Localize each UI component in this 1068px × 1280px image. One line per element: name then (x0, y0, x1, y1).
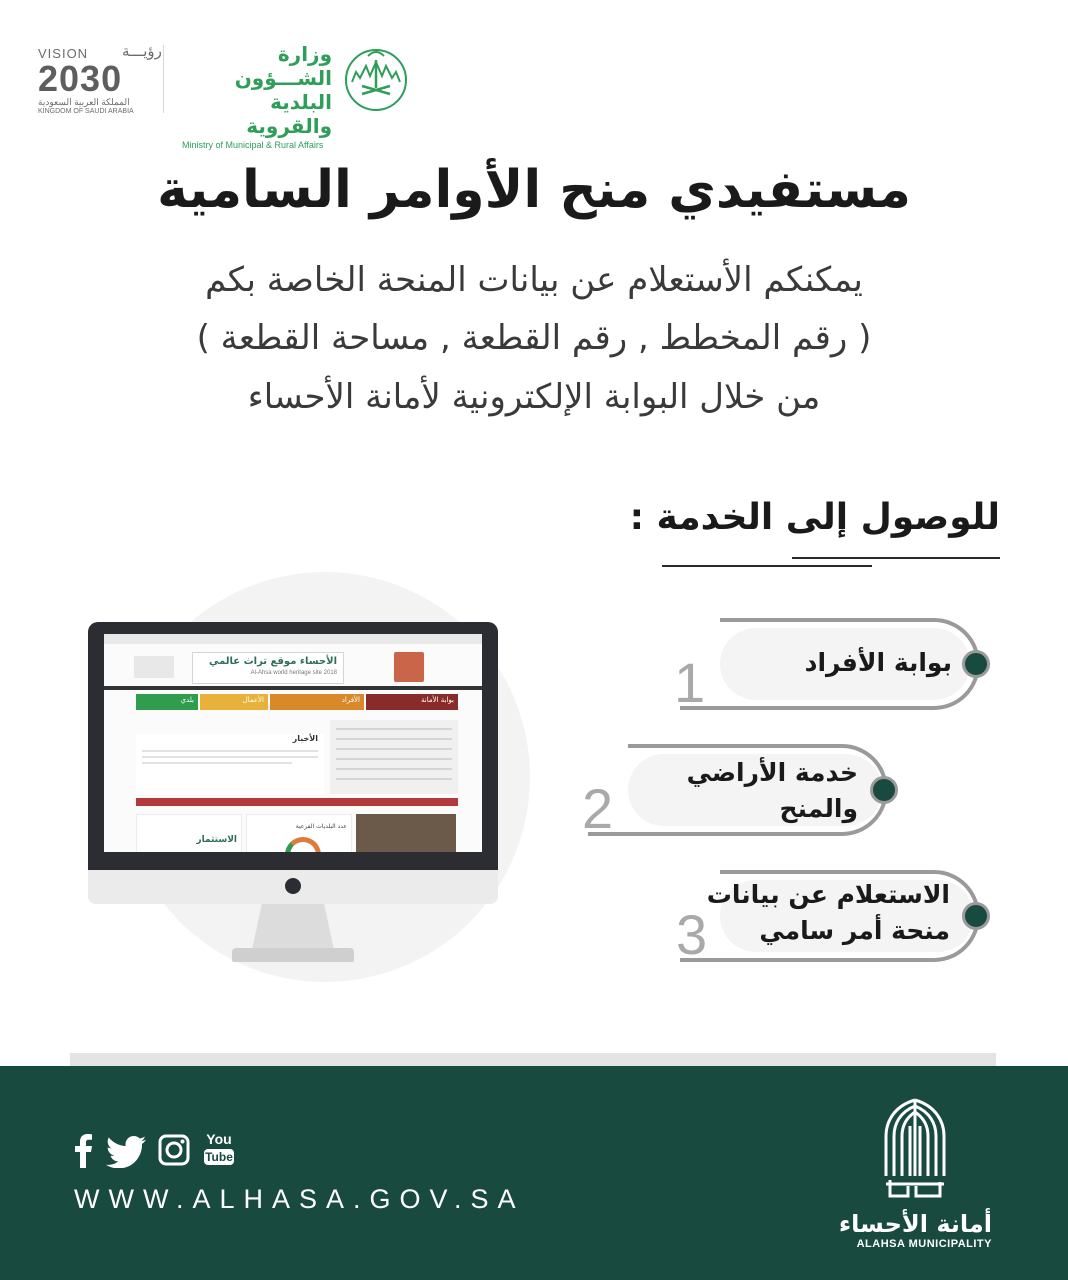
step-2-number: 2 (582, 777, 614, 840)
site-logo-icon (394, 652, 424, 682)
red-bar (136, 798, 458, 806)
ministry-emblem-icon (340, 42, 412, 112)
vision-label: VISION (38, 46, 89, 61)
stats-card (246, 814, 352, 852)
nav-strip (104, 686, 482, 690)
body-line-3: من خلال البوابة الإلكترونية لأمانة الأحساء (247, 377, 821, 417)
vision-sub-en: KINGDOM OF SAUDI ARABIA (38, 108, 134, 115)
step-1-label: بوابة الأفراد (804, 648, 952, 677)
access-heading: للوصول إلى الخدمة : (629, 497, 1000, 538)
vision-word-ar: رؤيـــة (122, 42, 162, 60)
tile-portal[interactable] (366, 694, 458, 710)
tile-portal-label: بوابة الأمانة (421, 696, 454, 704)
body-line-2: ( رقم المخطط , رقم القطعة , مساحة القطعة ) (196, 318, 872, 358)
ministry-name-line1: وزارة الشـــؤون (234, 42, 332, 90)
invest-label: الاستثمار (196, 835, 237, 845)
tile-individuals[interactable] (270, 694, 364, 710)
monitor-stand (252, 904, 334, 950)
monitor-screen (104, 634, 482, 852)
step-1-number: 1 (674, 651, 706, 714)
page-title: مستفيدي منح الأوامر السامية (157, 160, 911, 220)
vision-year: 2030 (38, 58, 123, 99)
step-3-bullet-icon (962, 902, 990, 930)
vision-sub-ar: المملكة العربية السعودية (38, 97, 130, 107)
twitter-icon[interactable] (106, 1136, 146, 1168)
instagram-icon[interactable] (158, 1134, 190, 1166)
facebook-icon[interactable] (72, 1134, 94, 1168)
tile-business[interactable] (200, 694, 268, 710)
side-menu (330, 720, 458, 794)
news-panel (136, 734, 324, 794)
tile-balady-label: بلدي (180, 696, 194, 704)
browser-bar (104, 634, 482, 644)
invest-card (136, 814, 242, 852)
photo-card (356, 814, 456, 852)
heritage-banner (192, 652, 344, 684)
step-2-label-line1: خدمة الأراضي (686, 758, 858, 787)
heading-underline-2 (662, 565, 872, 567)
stats-label: عدد البلديات الفرعية (295, 823, 347, 830)
step-2-label-line2: والمنح (779, 794, 858, 823)
website-url[interactable]: WWW.ALHASA.GOV.SA (74, 1184, 525, 1214)
monitor-base (232, 948, 354, 962)
youtube-tube: Tube (205, 1150, 233, 1164)
step-2-bullet-icon (870, 776, 898, 804)
step-3-number: 3 (676, 903, 708, 966)
banner-title: الأحساء موقع تراث عالمي (208, 656, 337, 667)
vision-2030-logo (38, 40, 162, 115)
heading-underline (792, 557, 1000, 559)
alahsa-municipality-logo-icon (880, 1096, 950, 1202)
vision-mini-logo (134, 656, 174, 678)
municipality-name-ar: أمانة الأحساء (838, 1210, 992, 1238)
ministry-logo-text (182, 42, 332, 150)
news-label: الأخبار (292, 734, 318, 743)
youtube-icon[interactable] (204, 1132, 234, 1168)
step-3-label-line2: منحة أمر سامي (759, 916, 950, 945)
header-divider (163, 45, 164, 113)
step-1-bullet-icon (962, 650, 990, 678)
footer-top-band (70, 1053, 996, 1067)
tile-business-label: الأعمال (242, 696, 264, 704)
youtube-you: You (206, 1131, 232, 1147)
body-line-1: يمكنكم الأستعلام عن بيانات المنحة الخاصة بكم (205, 260, 863, 300)
tile-balady[interactable] (136, 694, 198, 710)
power-button-icon (285, 878, 301, 894)
municipality-name-en: ALAHSA MUNICIPALITY (856, 1238, 992, 1250)
step-3-label-line1: الاستعلام عن بيانات (706, 880, 950, 909)
tile-individuals-label: الأفراد (341, 696, 360, 704)
banner-sub: Al-Ahsa world heritage site 2018 (250, 670, 337, 676)
ministry-name-en: Ministry of Municipal & Rural Affairs (182, 140, 324, 150)
ministry-name-line2: البلدية والقروية (246, 90, 332, 138)
